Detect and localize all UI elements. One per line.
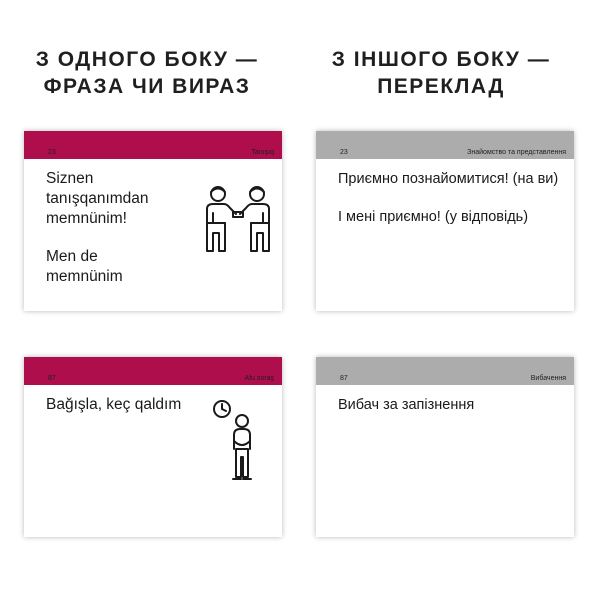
card-phrase: Siznen tanışqanımdan memnünim! bbox=[46, 170, 149, 227]
flashcard-front-acquaintance bbox=[24, 131, 282, 311]
handshake-icon bbox=[200, 183, 276, 257]
card-phrase: Вибач за запізнення bbox=[338, 397, 475, 413]
card-header bbox=[24, 131, 282, 159]
card-phrase: Приємно познайомитися! (на ви) bbox=[338, 171, 559, 187]
card-body bbox=[338, 395, 564, 415]
card-topic: Знайомство та представлення bbox=[467, 149, 566, 156]
card-number: 87 bbox=[340, 375, 348, 382]
heading-line: ПЕРЕКЛАД bbox=[377, 75, 505, 98]
card-number: 23 bbox=[48, 149, 56, 156]
late-clock-person-icon bbox=[212, 399, 262, 481]
heading-line: З ІНШОГО БОКУ — bbox=[331, 48, 551, 71]
card-phrase: Bağışla, keç qaldım bbox=[46, 396, 182, 413]
card-topic: Tanışıq bbox=[251, 149, 274, 156]
card-body bbox=[46, 169, 172, 287]
card-topic: Afu soraş bbox=[244, 375, 274, 382]
card-number: 87 bbox=[48, 375, 56, 382]
card-header bbox=[316, 357, 574, 385]
card-body bbox=[46, 395, 212, 415]
card-phrase: І мені приємно! (у відповідь) bbox=[338, 209, 529, 225]
flashcard-front-apology bbox=[24, 357, 282, 537]
card-body bbox=[338, 169, 564, 227]
heading-line: ФРАЗА ЧИ ВИРАЗ bbox=[43, 75, 251, 98]
front-side-heading bbox=[22, 46, 272, 100]
heading-line: З ОДНОГО БОКУ — bbox=[35, 48, 259, 71]
back-side-heading bbox=[316, 46, 566, 100]
flashcard-back-acquaintance bbox=[316, 131, 574, 311]
card-phrase: Men de memnünim bbox=[46, 248, 123, 285]
card-header bbox=[24, 357, 282, 385]
flashcard-back-apology bbox=[316, 357, 574, 537]
card-number: 23 bbox=[340, 149, 348, 156]
card-topic: Вибачення bbox=[530, 375, 566, 382]
card-header bbox=[316, 131, 574, 159]
